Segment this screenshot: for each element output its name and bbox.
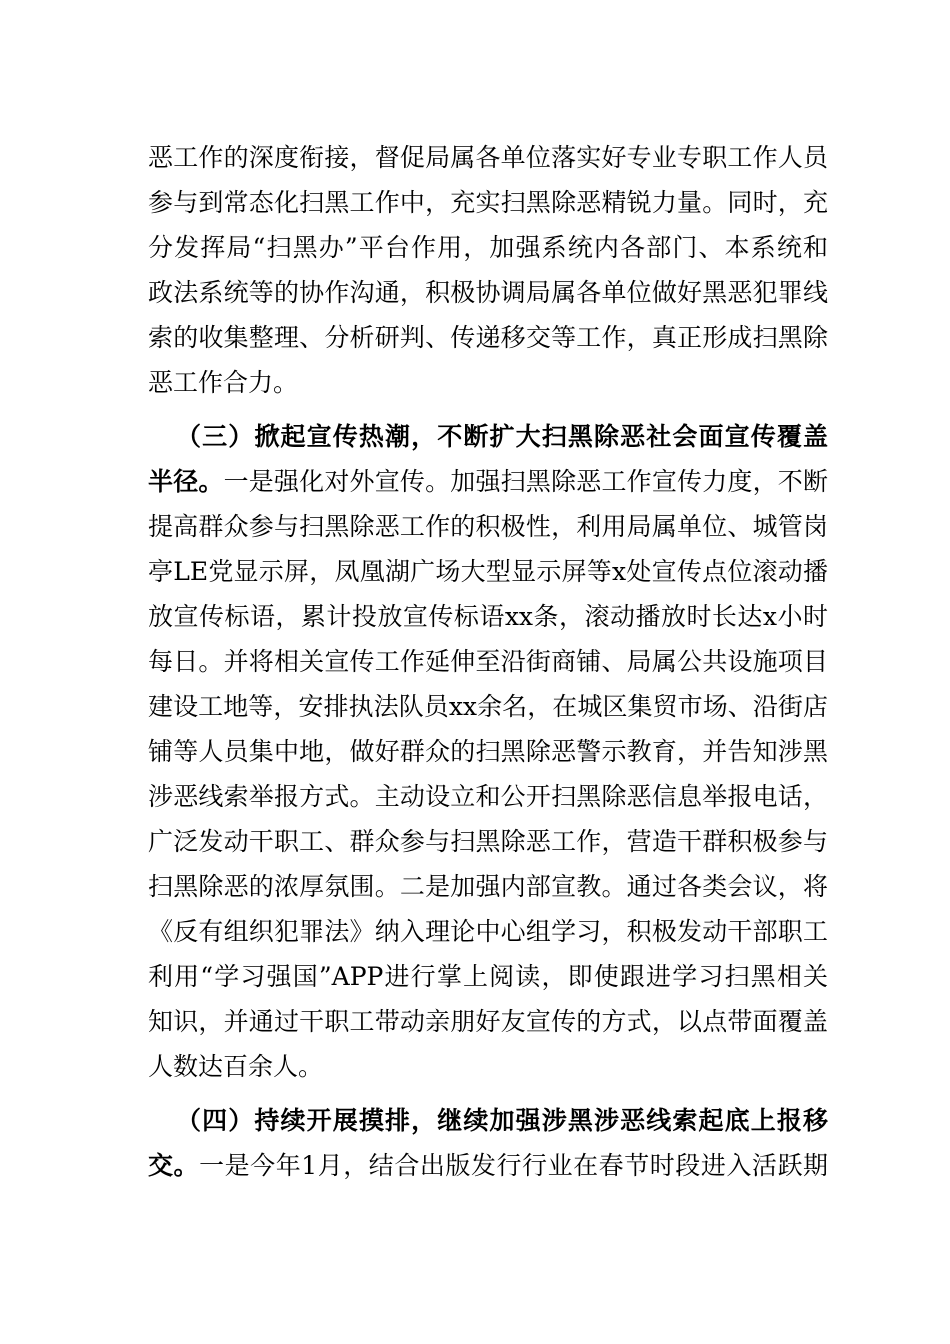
paragraph-2-line-7: 建设工地等，安排执法队员xx余名，在城区集贸市场、沿街店 <box>148 692 828 721</box>
paragraph-1-line-3: 分发挥局“扫黑办”平台作用，加强系统内各部门、本系统和 <box>148 233 828 262</box>
section-4-heading: （四）持续开展摸排，继续加强涉黑涉恶线索起底上报移 <box>176 1106 828 1135</box>
paragraph-2-line-12: 《反有组织犯罪法》纳入理论中心组学习，积极发动干部职工 <box>148 917 828 946</box>
section-3-heading: （三）掀起宣传热潮，不断扩大扫黑除恶社会面宣传覆盖 <box>176 422 828 451</box>
paragraph-2-line-13: 利用“学习强国”APP进行掌上阅读，即使跟进学习扫黑相关 <box>148 962 828 991</box>
paragraph-1-line-1: 恶工作的深度衔接，督促局属各单位落实好专业专职工作人员 <box>148 143 828 172</box>
paragraph-2-line-9: 涉恶线索举报方式。主动设立和公开扫黑除恶信息举报电话， <box>148 782 828 811</box>
paragraph-1-line-2: 参与到常态化扫黑工作中，充实扫黑除恶精锐力量。同时，充 <box>148 188 828 217</box>
paragraph-2-line-2-text: 一是强化对外宣传。加强扫黑除恶工作宣传力度，不断 <box>223 467 828 496</box>
paragraph-1-line-4: 政法系统等的协作沟通，积极协调局属各单位做好黑恶犯罪线 <box>148 278 828 307</box>
paragraph-2-line-10: 广泛发动干职工、群众参与扫黑除恶工作，营造干群积极参与 <box>148 827 828 856</box>
paragraph-2-line-3: 提高群众参与扫黑除恶工作的积极性，利用局属单位、城管岗 <box>148 512 828 541</box>
paragraph-3-line-2-text: 一是今年1月，结合出版发行行业在春节时段进入活跃期 <box>199 1151 828 1180</box>
paragraph-3-line-2 <box>148 1144 828 1188</box>
paragraph-2-line-8: 铺等人员集中地，做好群众的扫黑除恶警示教育，并告知涉黑 <box>148 737 828 766</box>
paragraph-2-line-5: 放宣传标语，累计投放宣传标语xx条，滚动播放时长达x小时 <box>148 602 828 631</box>
paragraph-2-line-6: 每日。并将相关宣传工作延伸至沿街商铺、局属公共设施项目 <box>148 647 828 676</box>
section-3-heading-end: 半径。 <box>148 467 224 496</box>
paragraph-1-line-6: 恶工作合力。 <box>148 368 299 397</box>
paragraph-2-line-11: 扫黑除恶的浓厚氛围。二是加强内部宣教。通过各类会议，将 <box>148 872 828 901</box>
paragraph-2-line-14: 知识，并通过干职工带动亲朋好友宣传的方式，以点带面覆盖 <box>148 1007 828 1036</box>
paragraph-1-line-5: 索的收集整理、分析研判、传递移交等工作，真正形成扫黑除 <box>148 323 828 352</box>
section-4-heading-end: 交。 <box>148 1151 200 1180</box>
paragraph-2-line-15: 人数达百余人。 <box>148 1052 324 1081</box>
paragraph-2-line-2 <box>148 460 828 504</box>
paragraph-2-line-4: 亭LE党显示屏，凤凰湖广场大型显示屏等x处宣传点位滚动播 <box>148 557 828 586</box>
